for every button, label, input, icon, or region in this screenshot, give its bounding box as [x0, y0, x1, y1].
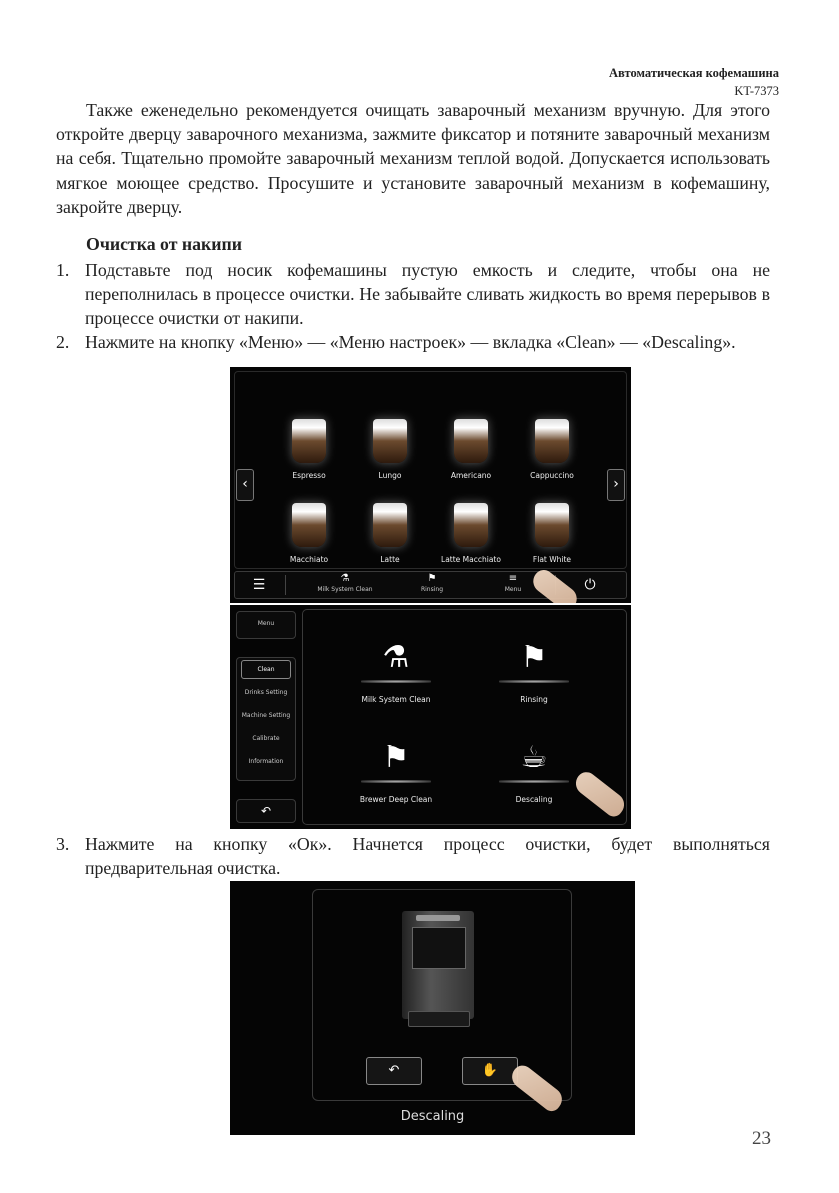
drink-label: Flat White [532, 555, 572, 564]
cup-icon [373, 419, 407, 463]
cup-icon [535, 503, 569, 547]
rinsing-tile[interactable] [479, 638, 589, 704]
power-icon: ⏻ [584, 577, 596, 593]
settings-sidebar [236, 657, 296, 781]
step-3 [56, 832, 770, 880]
drinks-screen [230, 367, 631, 603]
drink-label: Lungo [378, 471, 402, 480]
section-title: Очистка от накипи [86, 234, 242, 254]
chevron-left-icon[interactable]: ‹ [236, 469, 254, 501]
drink-tile[interactable] [516, 419, 588, 480]
milk-system-clean-tile[interactable] [341, 638, 451, 704]
step-1 [56, 258, 770, 331]
step-number: 1. [56, 260, 70, 280]
menu-title: Menu [257, 620, 275, 627]
sidebar-item-information[interactable]: Information [248, 758, 284, 765]
drink-tile[interactable] [516, 503, 588, 564]
cup-icon [292, 419, 326, 463]
back-arrow-icon: ↶ [260, 804, 272, 818]
step-number: 2. [56, 332, 70, 352]
drink-tile[interactable] [273, 419, 345, 480]
drink-tile[interactable] [354, 503, 426, 564]
intro-paragraph: Также еженедельно рекомендуется очищать заварочный механизм вручную. Для этого откройте дверцу заварочного механизма, зажмите фиксатор и потяните заварочный механизм на себя. Тщательно промойте заварочный механизм теплой водой. Допускается использовать мягкое моющее средство. Просушите и установите заварочный механизм в кофемашину, закройте дверцу. [56, 100, 770, 217]
tile-label: Descaling [515, 795, 553, 804]
descaling-icon: ☕ [520, 740, 548, 775]
drink-label: Cappuccino [530, 471, 574, 480]
step-text: Подставьте под носик кофемашины пустую емкость и следите, чтобы она не переполнилась в процессе очистки. Не забывайте сливать жидкость во время перерывов в процессе очистки от накипи. [85, 260, 770, 329]
descaling-screen [230, 881, 635, 1135]
header-model: KT-7373 [734, 84, 779, 98]
drink-label: Latte Macchiato [441, 555, 501, 564]
drink-label: Macchiato [289, 555, 329, 564]
chevron-right-icon[interactable]: › [607, 469, 625, 501]
back-arrow-icon: ↶ [388, 1063, 400, 1078]
drink-tile[interactable] [354, 419, 426, 480]
page-number: 23 [752, 1128, 771, 1149]
back-button[interactable] [366, 1057, 422, 1085]
cup-icon [373, 503, 407, 547]
menu-icon: ≡ [508, 573, 518, 584]
brewer-clean-icon: ⚑ [382, 740, 410, 775]
milk-system-clean-button[interactable] [305, 572, 385, 598]
menu-header [236, 611, 296, 639]
cup-icon [454, 503, 488, 547]
sidebar-item-machine-setting[interactable]: Machine Setting [241, 712, 291, 719]
drink-label: Americano [450, 471, 492, 480]
screen-caption: Descaling [400, 1109, 465, 1124]
milk-clean-icon: ⚗ [382, 640, 410, 675]
cup-icon [292, 503, 326, 547]
cup-icon [535, 419, 569, 463]
ok-button[interactable] [462, 1057, 518, 1085]
header-title: Автоматическая кофемашина [609, 66, 779, 80]
back-button[interactable] [236, 799, 296, 823]
step-number: 3. [56, 834, 70, 854]
step-text: Нажмите на кнопку «Меню» — «Меню настроек» — вкладка «Clean» — «Descaling». [85, 332, 736, 352]
sidebar-item-calibrate[interactable]: Calibrate [252, 735, 280, 742]
rinsing-icon: ⚑ [427, 573, 437, 584]
button-label: Milk System Clean [317, 586, 373, 593]
cup-icon [454, 419, 488, 463]
drink-tile[interactable] [273, 503, 345, 564]
drink-tile[interactable] [435, 419, 507, 480]
rinsing-icon: ⚑ [520, 640, 548, 675]
brewer-deep-clean-tile[interactable] [341, 738, 451, 804]
clean-menu-screen [230, 605, 631, 829]
button-label: Menu [504, 586, 522, 593]
descaling-tile[interactable] [479, 738, 589, 804]
list-button[interactable] [235, 572, 283, 598]
sidebar-item-clean[interactable]: Clean [241, 660, 291, 679]
tile-label: Milk System Clean [361, 695, 431, 704]
drink-label: Espresso [292, 471, 326, 480]
rinsing-button[interactable] [407, 572, 457, 598]
button-label: Rinsing [420, 586, 444, 593]
list-icon: ☰ [252, 577, 266, 593]
menu-button[interactable] [493, 572, 533, 598]
step-text: Нажмите на кнопку «Ок». Начнется процесс очистки, будет выполняться предварительная очистка. [85, 834, 770, 879]
clean-options-panel [302, 609, 627, 825]
tile-label: Brewer Deep Clean [359, 795, 433, 804]
drink-label: Latte [380, 555, 400, 564]
drink-tile[interactable] [435, 503, 507, 564]
step-2 [56, 330, 770, 354]
coffee-machine-icon [402, 911, 474, 1019]
tile-label: Rinsing [520, 695, 548, 704]
hand-ok-icon: ✋ [481, 1063, 499, 1078]
sidebar-item-drinks-setting[interactable]: Drinks Setting [244, 689, 288, 696]
milk-clean-icon: ⚗ [340, 573, 350, 584]
